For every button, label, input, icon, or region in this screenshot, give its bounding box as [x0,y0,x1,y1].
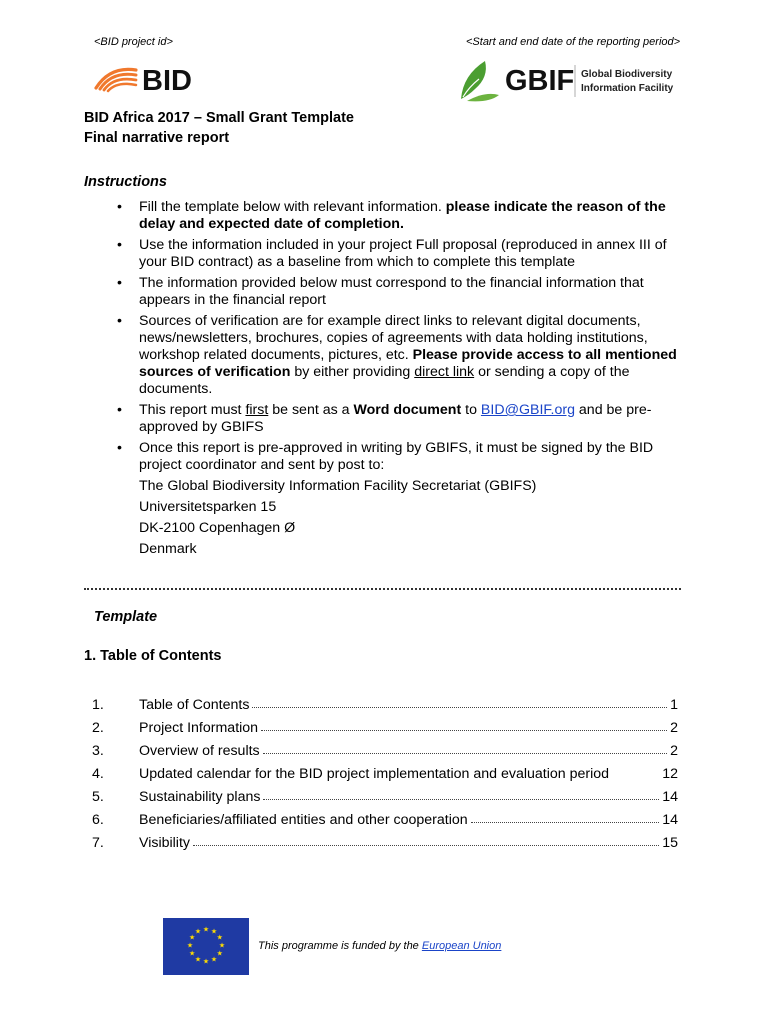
toc-row[interactable]: 1. Table of Contents 1 [92,697,678,713]
gbif-logo [455,55,680,105]
funding-notice: This programme is funded by the European Union [258,940,502,952]
instructions-heading: Instructions [84,174,167,190]
toc-heading: 1. Table of Contents [84,648,222,664]
eu-flag-icon [163,918,249,975]
document-title: BID Africa 2017 – Small Grant Template [84,110,354,126]
bullet-icon: • [117,440,122,456]
bullet-icon: • [117,237,122,253]
bullet-icon: • [117,313,122,329]
toc-row[interactable]: 4. Updated calendar for the BID project implementation and evaluation period 12 [92,766,678,782]
list-item: • Sources of verification are for example direct links to relevant digital documents, news/newsletters, brochures, copies of agreements with data holding institutions, workshop related documents, pictures, etc. Please provide access to all mentioned sources of verification by either providing direct link or sending a copy of the documents. [117,313,677,397]
address-line: Denmark [139,541,197,557]
bullet-icon: • [117,402,122,418]
svg-text:★: ★ [210,927,218,936]
toc-row[interactable]: 7. Visibility 15 [92,835,678,851]
toc-row[interactable]: 2. Project Information 2 [92,720,678,736]
svg-text:★: ★ [186,941,194,950]
address-line: Universitetsparken 15 [139,499,277,515]
svg-text:★: ★ [189,949,196,958]
document-subtitle: Final narrative report [84,130,230,146]
gbif-logo-text: GBIF [505,65,575,97]
european-union-link[interactable]: European Union [421,940,502,952]
template-heading: Template [94,609,158,625]
address-line: DK-2100 Copenhagen Ø [139,520,296,536]
list-item: • Fill the template below with relevant information. please indicate the reason of the delay and expected date of completion. [117,199,666,232]
list-item: • Once this report is pre-approved in writing by GBIFS, it must be signed by the BID project coordinator and sent by post to: The Global Biodiversity Information Facility Secretariat (GBIFS) Universitetsparken 15 DK-2100 Copenhagen Ø Denmark [139,440,679,560]
svg-text:Global Biodiversity: Global Biodiversity [581,69,673,80]
list-item: • Use the information included in your project Full proposal (reproduced in annex III of your BID contract) as a baseline from which to complete this template [117,237,667,270]
toc-row[interactable]: 3. Overview of results 2 [92,743,678,759]
list-item: • The information provided below must correspond to the financial information that appears in the financial report [117,275,644,308]
bid-logo-text: BID [142,65,192,97]
svg-text:★: ★ [218,941,226,950]
svg-text:★: ★ [216,949,223,958]
svg-text:★: ★ [194,927,202,936]
bid-logo [92,58,212,98]
instructions-list [117,199,679,564]
svg-text:★: ★ [194,955,202,964]
svg-text:★: ★ [189,933,196,942]
bullet-icon: • [117,275,122,291]
svg-text:Information Facility: Information Facility [581,83,674,94]
toc-row[interactable]: 6. Beneficiaries/affiliated entities and other cooperation 14 [92,812,678,828]
dotted-separator [84,588,681,590]
svg-text:★: ★ [210,955,218,964]
email-link[interactable]: BID@GBIF.org [480,402,575,418]
bullet-icon: • [117,199,122,215]
project-id-placeholder: <BID project id> [94,36,173,48]
reporting-period-placeholder: <Start and end date of the reporting period> [466,36,681,48]
address-line: The Global Biodiversity Information Facility Secretariat (GBIFS) [139,478,537,494]
svg-text:★: ★ [202,925,210,934]
list-item: • This report must first be sent as a Word document to BID@GBIF.org and be pre-approved by GBIFS [117,402,652,435]
toc-row[interactable]: 5. Sustainability plans 14 [92,789,678,805]
svg-text:★: ★ [216,933,223,942]
svg-text:★: ★ [202,957,210,966]
